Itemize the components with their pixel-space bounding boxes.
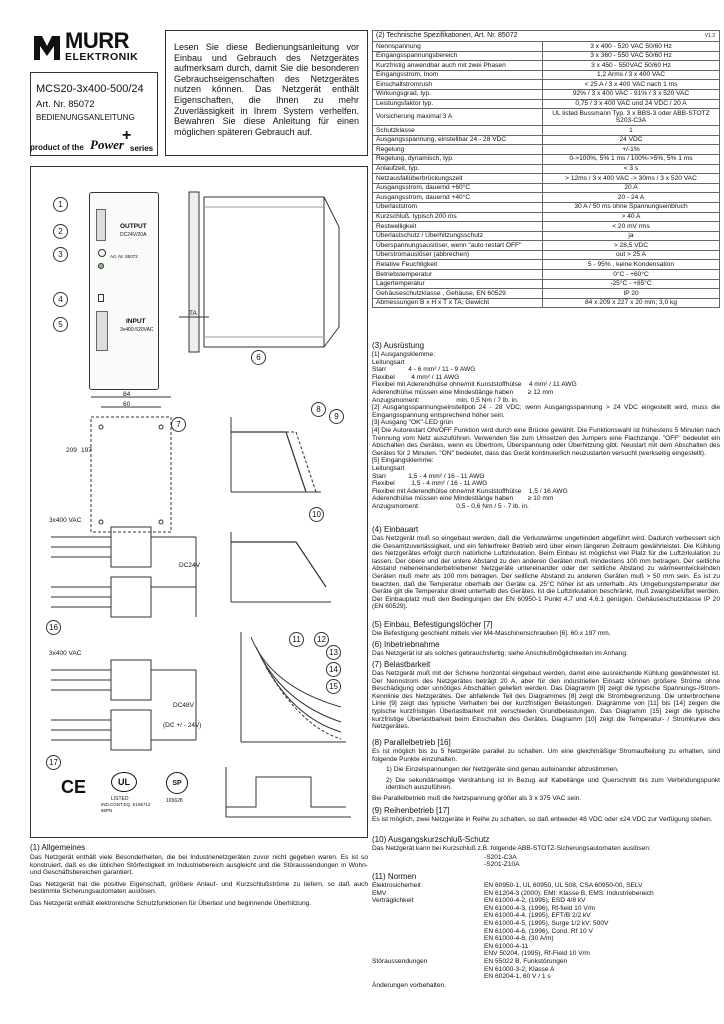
section-10 bbox=[372, 835, 720, 869]
brand-top: MURR bbox=[65, 28, 129, 53]
section-3-line: Flexibel 4 mm² / 11 AWG bbox=[372, 373, 460, 381]
section-8-text: Es ist möglich bis zu 5 Netzgeräte parallel zu schalten. Um eine gleichmäßige Stromaufteilung zu erhalten, sind folgende Punkte einzuhalten. bbox=[372, 748, 720, 763]
spec-param: Ausgangsstrom, dauernd +40°C bbox=[373, 193, 543, 203]
section-3-line: Leitungsart bbox=[372, 358, 405, 366]
figures-box bbox=[30, 166, 368, 838]
spec-row bbox=[373, 61, 720, 71]
ok-led bbox=[98, 263, 104, 269]
section-1-p2: Das Netzgerät hat die positive Eigenschaft, größere Anlauf- und Kurzschlußströme zu liefern, so daß auch bestimmte Sicherungsautomaten auslösen. bbox=[30, 880, 368, 896]
input-label: INPUT bbox=[126, 318, 146, 325]
spec-row bbox=[373, 99, 720, 109]
section-11-footer: Änderungen vorbehalten. bbox=[372, 981, 447, 989]
section-3-line: [4] Die Autorestart ON/OFF Funktion wird durch eine Brücke gewählt. Die Funktionswahl ist frühestens 5 Minuten nach Trennung vom Netz auszuführen. Verwenden Sie zum Umsetzen des Jumpers eine Flachzange. "OFF" bedeutet ein Abschalten des Gerätes, wenn es Übertrom, Überspannung oder Überhitzung gibt. Neustart mit dem Abschalten des Gerätes für 2 Minuten. "ON" bedeutet, dass das Gerät kontinuierlich neuzustarten versucht (werkseitig eingestellt). bbox=[372, 426, 722, 457]
norm-standard: EN 61000-3-2, Klasse A bbox=[484, 965, 555, 973]
spec-row bbox=[373, 250, 720, 260]
norm-standard: EN 61204-3 (2000): EMI: Klasse B, EMS: Industriebereich bbox=[484, 889, 654, 897]
callout-5: 5 bbox=[53, 317, 68, 332]
callout-17: 17 bbox=[46, 755, 61, 770]
section-5-text: Die Befestigung geschieht mittels vier M4-Maschinenschrauben [6]. 60 x 197 mm. bbox=[372, 630, 611, 637]
jumper[interactable] bbox=[98, 294, 104, 302]
section-3-line: Flexibel mit Aderendhülse ohne/mit Kunststoffhülse 4 mm² / 11 AWG bbox=[372, 381, 577, 389]
norm-category bbox=[372, 912, 484, 920]
spec-value: > 28,5 VDC bbox=[543, 241, 720, 251]
section-1 bbox=[30, 843, 368, 908]
product-art-nr: Art. Nr. 85072 bbox=[36, 99, 95, 110]
section-3-line: [2] Ausgangsspannungseinstellpoti 24 - 28 VDC; wenn Ausgangsspannung > 24 VDC eingestellt wird, muss die Eingangsspannung entsprechend höher sein. bbox=[372, 404, 722, 419]
device-front bbox=[89, 192, 159, 390]
callout-11: 11 bbox=[289, 632, 304, 647]
csa-code: 165628 bbox=[166, 798, 183, 804]
section-4 bbox=[372, 525, 720, 611]
spec-param: Anlaufzeit, typ. bbox=[373, 164, 543, 174]
spec-row bbox=[373, 231, 720, 241]
norm-row bbox=[372, 950, 720, 958]
device-side-view bbox=[179, 187, 349, 362]
csa-mark-icon: SP bbox=[166, 772, 188, 794]
section-3-line: [5] Eingangsklemme: bbox=[372, 457, 434, 465]
section-6-title: (6) Inbetriebnahme bbox=[372, 640, 440, 649]
spec-param: Abmessungen B x H x T x TA; Gewicht bbox=[373, 298, 543, 308]
norm-standard: ENV 50204, (1995), Rf-Field 10 V/m bbox=[484, 950, 590, 958]
norm-category: EMV bbox=[372, 889, 387, 897]
spec-value: UL listed Bussmann Typ. 3 x BBS-3 oder ABB-STOTZ S203-C3A bbox=[543, 109, 720, 126]
spec-row bbox=[373, 298, 720, 308]
callout-16: 16 bbox=[46, 620, 61, 635]
section-9-title: (9) Reihenbetrieb [17] bbox=[372, 806, 450, 815]
wiring-voltage-1: 3x400 VAC bbox=[49, 517, 82, 524]
output-rating: DC24V/20A bbox=[120, 232, 147, 238]
ul-code: IND.CONT.EQ. E196712 66PN bbox=[101, 802, 151, 813]
section-11-title: (11) Normen bbox=[372, 872, 417, 881]
wiring-out-2: DC48V bbox=[173, 702, 194, 709]
spec-row bbox=[373, 260, 720, 270]
norm-standard: EN 61000-4-2, (1995), ESD 4/8 kV bbox=[484, 897, 586, 905]
wiring-out-3: (DC +/ - 24V) bbox=[163, 722, 202, 729]
spec-row bbox=[373, 145, 720, 155]
callout-15: 15 bbox=[326, 679, 341, 694]
callout-3: 3 bbox=[53, 247, 68, 262]
norm-standard: EN 60950-1, UL 60950, UL 508, CSA 60950-00, SELV bbox=[484, 882, 643, 889]
spec-param: Überlaststrom bbox=[373, 202, 543, 212]
callout-10: 10 bbox=[309, 507, 324, 522]
spec-row bbox=[373, 42, 720, 52]
callout-2: 2 bbox=[53, 224, 68, 239]
spec-param: Vorsicherung maximal 3 A bbox=[373, 109, 543, 126]
spec-param: Lagertemperatur bbox=[373, 279, 543, 289]
section-1-title: (1) Allgemeines bbox=[30, 843, 86, 852]
norm-row bbox=[372, 973, 720, 981]
section-10-text: Das Netzgerät kann bei Kurzschluß z.B. folgende ABB-STOTZ-Sicherungsautomaten auslösen: bbox=[372, 845, 651, 852]
section-3-line: Flexibel 1,5 - 4 mm² / 16 - 11 AWG bbox=[372, 480, 488, 488]
spec-row bbox=[373, 289, 720, 299]
spec-value: 5 - 95% , keine Kondensation bbox=[543, 260, 720, 270]
spec-row bbox=[373, 70, 720, 80]
timing-graph bbox=[216, 762, 356, 822]
spec-value: 1 bbox=[543, 126, 720, 136]
spec-param: Netzausfallüberbrückungszeit bbox=[373, 174, 543, 184]
spec-value: 20 A bbox=[543, 183, 720, 193]
norm-standard: EN 61000-4-3, (1996), Rf-field 10 V/m bbox=[484, 904, 596, 912]
dim-h1: 209 bbox=[66, 447, 77, 454]
spec-row bbox=[373, 126, 720, 136]
dim-w1: 84 bbox=[123, 391, 131, 398]
spec-row bbox=[373, 174, 720, 184]
norm-category bbox=[372, 966, 484, 974]
section-10-opt2: -S201-Z10A bbox=[484, 861, 520, 869]
section-7-text: Das Netzgerät muß mit der Schiene horizontal eingebaut werden, damit eine ausreichende Kühlung gewährleistet ist. Der Nennstrom des Netzgerätes beträgt 20 A, aber für den industriellen Einsatz können größere Ströme ohne Beschädigung oder unnötiges Abschalten geliefert werden. Das Diagramm [8] zeigt die typische Spannungs-/Strom- Kennlinie des Netzgerätes. Der abfallende Teil des Diagrammes [8] zeigt die Strombegrenzung. Die unterbrochene Linie [9] zeigt das typische Verhalten bei der kurzfristigen Belastungen. Diagramme von [11] bis [14] zeigen die typische kurzfristigen Überlastbarkeit mit verschieden Grundbelastungen. Das Diagramm [15] zeigt die typische kurzfristige Überlastbarkeit beim Einschalten des Gerätes. Diagramm [10] zeigt die Temperatur- / Stromkurve des Netzgerätes. bbox=[372, 670, 720, 731]
section-3-line: Starr 1,5 - 4 mm² / 16 - 11 AWG bbox=[372, 472, 485, 480]
section-3-line: Leitungsart bbox=[372, 464, 405, 472]
norm-category bbox=[372, 920, 484, 928]
section-3-line: Flexibel mit Aderendhülse ohne/mit Kunststoffhülse 1,5 / 16 AWG bbox=[372, 487, 568, 495]
callout-8: 8 bbox=[311, 402, 326, 417]
spec-value: 20 - 24 A bbox=[543, 193, 720, 203]
section-6-text: Das Netzgerät ist als solches gebrauchsfertig; siehe Anschlußmöglichkeiten im Anhang. bbox=[372, 650, 628, 657]
wiring-out-1: DC24V bbox=[179, 562, 200, 569]
dimension-drawing bbox=[86, 392, 176, 542]
section-4-text: Das Netzgerät muß so eingebaut werden, daß die Verlustwärme ungehindert abgeführt wird. Dadurch verbessert sich die Gesamtzuverlässigkeit, und ein fehlerfreier Betrieb wird über einen längeren Zeitraum gewährleistet. Die Kühlung des Netzgerätes erfolgt durch natürliche Luftzirkulation. Beim Einbau ist möglichst viel Platz für die Luftzirkulation zu lassen. Der obere und der untere Abstand zu den anderen Geräten muß mindestens 100 mm betragen. Der seitliche Abstand nebeneinanderbetriebener Netzgeräte untereinander oder der seitliche Abstand zu wärmeentwickelnden Geräten muß mehr als 100 mm betragen. Der seitliche Abstand zu anderen Geräten muß > 50 mm sein. Es ist zu beachten, daß die Temperatur oberhalb der Geräte ca. 25°C höher ist als unterhalb. Als Umgebungstemperatur der Geräte gilt die Temperatur direkt unterhalb des Gerätes. Ist die Luftzirkulation beschränkt, muß zwangsbelüftet werden. Der Einbauplatz muß den Bedingungen der EN 60950-1 Punkt 4.7 und 4.6.1 genügen. Gehäuseschutzklasse IP 20 (EN 60529). bbox=[372, 535, 720, 611]
voltage-pot[interactable] bbox=[98, 249, 106, 257]
spec-value: 0->100%, 5% 1 ms / 100%->5%, 5% 1 ms bbox=[543, 154, 720, 164]
spec-value: > 12ms / 3 x 400 VAC -> 30ms / 3 x 520 VAC bbox=[543, 174, 720, 184]
device-art-label: Art. Nr. 85072 bbox=[110, 254, 138, 259]
callout-1: 1 bbox=[53, 197, 68, 212]
spec-param: Nennspannung bbox=[373, 42, 543, 52]
spec-row bbox=[373, 183, 720, 193]
ul-mark-icon: UL bbox=[111, 772, 137, 792]
section-10-title: (10) Ausgangskurzschluß-Schutz bbox=[372, 835, 490, 844]
norm-standard: EN 55022 B, Funkstörungen bbox=[484, 957, 568, 965]
spec-row bbox=[373, 202, 720, 212]
section-8-note: Bei Parallelbetrieb muß die Netzspannung größer als 3 x 375 VAC sein. bbox=[372, 794, 582, 802]
norm-standard: EN 61000-4-8, (30 A/m) bbox=[484, 935, 554, 943]
spec-param: Regelung bbox=[373, 145, 543, 155]
spec-param: Einschaltstromrush bbox=[373, 80, 543, 90]
input-terminal[interactable] bbox=[96, 311, 108, 351]
spec-param: Schutzklasse bbox=[373, 126, 543, 136]
spec-param: Eingangsstrom, Inom bbox=[373, 70, 543, 80]
section-3-line: Starr 4 - 6 mm² / 11 - 9 AWG bbox=[372, 366, 476, 374]
spec-param: Leistungsfaktor typ. bbox=[373, 99, 543, 109]
norm-row bbox=[372, 928, 720, 936]
spec-param: Relative Feuchtigkeit bbox=[373, 260, 543, 270]
norm-row bbox=[372, 966, 720, 974]
spec-value: 0°C - +60°C bbox=[543, 270, 720, 280]
callout-4: 4 bbox=[53, 292, 68, 307]
wiring-voltage-2: 3x400 VAC bbox=[49, 650, 82, 657]
norm-row bbox=[372, 920, 720, 928]
callout-6: 6 bbox=[251, 350, 266, 365]
norm-category bbox=[372, 905, 484, 913]
product-model: MCS20-3x400-500/24 bbox=[36, 83, 144, 95]
spec-value: 30 A / 50 ms ohne Spannungseinbruch bbox=[543, 202, 720, 212]
spec-row bbox=[373, 193, 720, 203]
callout-13: 13 bbox=[326, 645, 341, 660]
norm-row bbox=[372, 912, 720, 920]
spec-row bbox=[373, 164, 720, 174]
spec-row bbox=[373, 222, 720, 232]
series-prefix: product of the bbox=[30, 143, 84, 152]
intro-box bbox=[165, 30, 368, 156]
section-8 bbox=[372, 738, 720, 803]
spec-param: Restwelligkeit bbox=[373, 222, 543, 232]
spec-value: 1,2 Arms / 3 x 400 VAC bbox=[543, 70, 720, 80]
section-5-title: (5) Einbau, Befestigungslöcher [7] bbox=[372, 620, 493, 629]
output-terminal[interactable] bbox=[96, 209, 106, 241]
spec-value: 24 VDC bbox=[543, 135, 720, 145]
intro-text: Lesen Sie diese Bedienungsanleitung vor Einbau und Gebrauch des Netzgerätes aufmerksam durch, damit Sie die besonderen Gebrauchseigenschaften des Netzgerätes nutzen können. Das Netzgerät enthält Eigenschaften, die Ihnen zu mehr Zuverlässigkeit in Ihrem System verhelfen. Bewahren Sie diese Anleitung für einen möglichen späteren Gebrauch auf. bbox=[174, 42, 359, 137]
norm-row bbox=[372, 943, 720, 951]
spec-param: Gehäuseschutzklasse , Gehäuse, EN 60529 bbox=[373, 289, 543, 299]
section-7 bbox=[372, 660, 720, 731]
norm-row bbox=[372, 897, 720, 905]
section-9 bbox=[372, 806, 720, 824]
spec-table-box bbox=[372, 30, 720, 308]
callout-14: 14 bbox=[326, 662, 341, 677]
section-5 bbox=[372, 620, 720, 638]
series-plus: + bbox=[122, 127, 132, 144]
section-8-item1: 1) Die Einzelspannungen der Netzgeräte sind genau aufeinander abzustimmen. bbox=[386, 766, 619, 774]
spec-value: < 3 s bbox=[543, 164, 720, 174]
norm-standard: EN 61000-4-11 bbox=[484, 942, 529, 950]
spec-title: (2) Technische Spezifikationen, Art. Nr. 85072 bbox=[376, 32, 518, 39]
section-10-opt1: -S201-C3A bbox=[484, 853, 517, 861]
section-3-line: [3] Ausgang "OK"-LED grün bbox=[372, 419, 453, 427]
ta-label: TA bbox=[189, 310, 197, 317]
spec-row bbox=[373, 270, 720, 280]
section-3-line: Aderendhülse müssen eine Mindestlänge haben ≥ 12 mm bbox=[372, 388, 554, 396]
dim-h2: 197 bbox=[81, 447, 92, 454]
ce-mark: CE bbox=[61, 777, 87, 797]
spec-row bbox=[373, 279, 720, 289]
brand-bottom: ELEKTRONIK bbox=[65, 51, 139, 63]
section-3-title: (3) Ausrüstung bbox=[372, 341, 425, 350]
spec-value: IP 20 bbox=[543, 289, 720, 299]
section-7-title: (7) Belastbarkeit bbox=[372, 660, 431, 669]
spec-table bbox=[372, 41, 720, 308]
logo-mark-icon bbox=[32, 32, 62, 62]
spec-value: < 20 mV rms bbox=[543, 222, 720, 232]
section-1-p3: Das Netzgerät enthält elektronische Schutzfunktionen für Überlast und beginnende Überhitzung. bbox=[30, 899, 312, 907]
dim-w2: 60 bbox=[123, 401, 131, 408]
norm-row bbox=[372, 935, 720, 943]
spec-param: Kurzfristig anwendbar auch mit zwei Phasen bbox=[373, 61, 543, 71]
norm-row bbox=[372, 890, 720, 898]
spec-row bbox=[373, 135, 720, 145]
series-line bbox=[30, 127, 170, 155]
ul-listed: LISTED bbox=[111, 796, 129, 802]
doc-type: BEDIENUNGSANLEITUNG bbox=[36, 113, 135, 122]
spec-row bbox=[373, 51, 720, 61]
spec-param: Ausgangsspannung, einstellbar 24 - 28 VDC bbox=[373, 135, 543, 145]
wiring-parallel bbox=[46, 522, 216, 627]
spec-param: Wirkungsgrad, typ. bbox=[373, 89, 543, 99]
norm-category: Elektrosicherheit bbox=[372, 882, 421, 889]
spec-value: > 40 A bbox=[543, 212, 720, 222]
norm-category bbox=[372, 950, 484, 958]
norm-category bbox=[372, 928, 484, 936]
spec-value: 0,75 / 3 x 400 VAC und 24 VDC / 20 A bbox=[543, 99, 720, 109]
norm-category bbox=[372, 935, 484, 943]
norm-standard: EN 61000-4-4, (1995), EFT/B 2/2 kV bbox=[484, 912, 591, 920]
spec-param: Regelung, dynamisch, typ. bbox=[373, 154, 543, 164]
spec-row bbox=[373, 80, 720, 90]
spec-row bbox=[373, 154, 720, 164]
spec-param: Ausgangsstrom, dauernd +60°C bbox=[373, 183, 543, 193]
series-suffix: series bbox=[130, 144, 154, 153]
section-1-p1: Das Netzgerät enthält viele Besonderheiten, die bei Industrienetzgeräten zuvor nicht gegeben waren. Es ist so konstruiert, daß es die üblichen Störfestigkeit im Industriebereich ausgleicht und die Störaussendungen in Wohn- und Geschäftsbereichen garantiert. bbox=[30, 854, 368, 877]
norm-row bbox=[372, 905, 720, 913]
section-3-line: Aderendhülse müssen eine Mindestlänge haben ≥ 10 mm bbox=[372, 495, 554, 503]
norm-standard: EN 60204-1, 60 V / 1 s bbox=[484, 973, 551, 981]
norm-category: Störaussendungen bbox=[372, 957, 428, 965]
section-3-line: [1] Ausgangsklemme: bbox=[372, 351, 436, 358]
series-name: Power bbox=[90, 137, 124, 152]
callout-9: 9 bbox=[329, 409, 344, 424]
norm-category bbox=[372, 973, 484, 981]
section-8-item2: 2) Die sekundärseitige Verdrahtung ist in Bezug auf Kabellänge und Querschnitt bis zum Verbindungspunkt identisch auszuführen. bbox=[386, 776, 720, 792]
section-3-line: Anzugsmoment: min. 0,5 Nm / 7 lb. in. bbox=[372, 396, 519, 404]
norm-category: Verträglichkeit bbox=[372, 897, 414, 905]
temperature-graph bbox=[216, 527, 336, 612]
section-9-text: Es ist möglich, zwei Netzgeräte in Reihe zu schalten, so daß entweder 48 VDC oder ±24 VDC zur Verfügung stehen. bbox=[372, 816, 713, 823]
spec-value: ja bbox=[543, 231, 720, 241]
section-6 bbox=[372, 640, 720, 658]
spec-param: Überstromauslöser (abbrechen) bbox=[373, 250, 543, 260]
spec-value: +/-1% bbox=[543, 145, 720, 155]
vi-graph bbox=[216, 412, 326, 502]
spec-value: 92% / 3 x 400 VAC - 91% / 3 x 520 VAC bbox=[543, 89, 720, 99]
section-8-title: (8) Parallelbetrieb [16] bbox=[372, 738, 451, 747]
wiring-series bbox=[46, 655, 221, 760]
spec-row bbox=[373, 241, 720, 251]
input-rating: 3x400-520VAC bbox=[120, 327, 154, 333]
norm-category bbox=[372, 943, 484, 951]
output-label: OUTPUT bbox=[120, 223, 147, 230]
spec-param: Eingangsspannungsbereich bbox=[373, 51, 543, 61]
spec-param: Betriebstemperatur bbox=[373, 270, 543, 280]
callout-12: 12 bbox=[314, 632, 329, 647]
spec-value: 3 x 450 - 550VAC 50/60 Hz bbox=[543, 61, 720, 71]
norm-row bbox=[372, 958, 720, 966]
spec-param: Überlastschutz / Überhitzungsschutz bbox=[373, 231, 543, 241]
section-4-title: (4) Einbauart bbox=[372, 525, 419, 534]
spec-value: out > 25 A bbox=[543, 250, 720, 260]
spec-version: V1.2 bbox=[704, 33, 715, 39]
spec-value: < 25 A / 3 x 400 VAC nach 1 ms bbox=[543, 80, 720, 90]
callout-7: 7 bbox=[171, 417, 186, 432]
spec-value: -25°C - +85°C bbox=[543, 279, 720, 289]
spec-row bbox=[373, 212, 720, 222]
spec-value: 3 x 360 - 550 VAC 50/60 Hz bbox=[543, 51, 720, 61]
murr-logo bbox=[32, 30, 157, 70]
spec-param: Überspannungsauslöser, wenn "auto restart OFF" bbox=[373, 241, 543, 251]
norm-row bbox=[372, 882, 720, 890]
section-11 bbox=[372, 872, 720, 989]
section-3 bbox=[372, 341, 720, 510]
spec-row bbox=[373, 89, 720, 99]
spec-value: 3 x 400 - 520 VAC 50/60 Hz bbox=[543, 42, 720, 52]
norm-standard: EN 61000-4-6, (1996), Cond. Rf 10 V bbox=[484, 927, 593, 935]
norm-standard: EN 61000-4-5, (1995), Surge 1/2 kV; 500V bbox=[484, 919, 609, 927]
section-3-line: Anzugsmoment: 0,5 - 0,6 Nm / 5 - 7 lb. in. bbox=[372, 502, 529, 510]
spec-value: 84 x 209 x 227 x 20 mm; 3,0 kg bbox=[543, 298, 720, 308]
spec-param: Kurzschluß, typisch 200 ms bbox=[373, 212, 543, 222]
spec-row bbox=[373, 109, 720, 126]
